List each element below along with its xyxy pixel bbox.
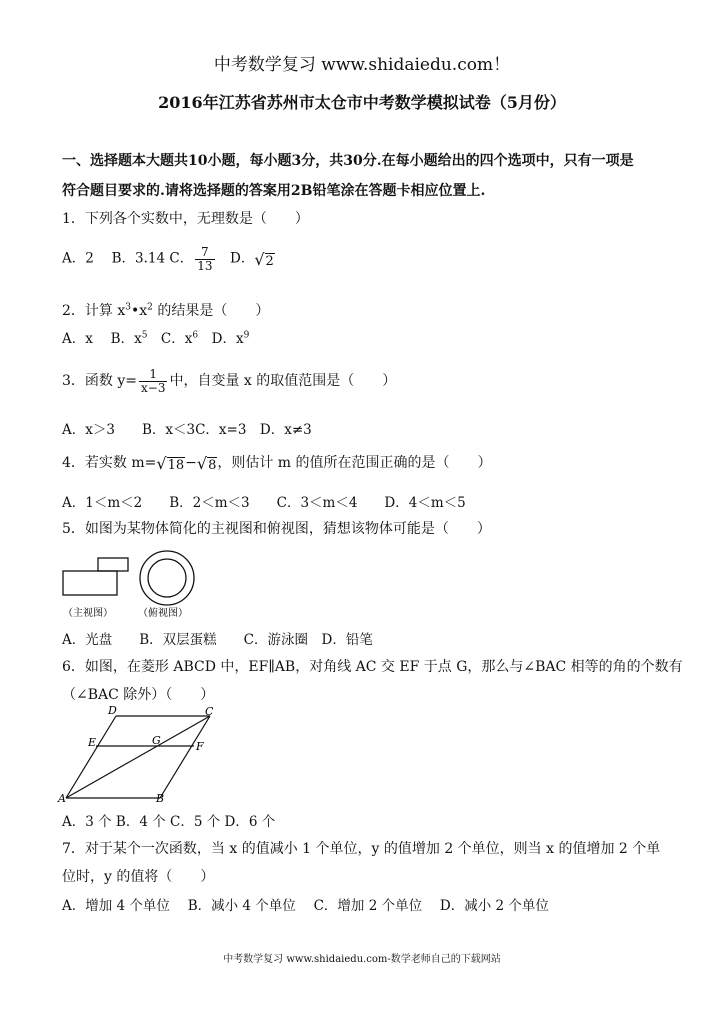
q6-rhombus-figure bbox=[56, 702, 226, 804]
q6-label-e: E bbox=[88, 736, 97, 749]
q5-front-bottom-layer bbox=[63, 571, 117, 595]
q5-options: A．光盘 B．双层蛋糕 C．游泳圈 D．铅笔 bbox=[62, 632, 373, 648]
q6-side-bc bbox=[160, 716, 210, 798]
section-intro-line2: 符合题目要求的.请将选择题的答案用2B铅笔涂在答题卡相应位置上. bbox=[62, 183, 486, 199]
q2-opt-a: A．x bbox=[62, 331, 93, 347]
q2-exp2: 2 bbox=[147, 302, 153, 313]
page-title: 2016年江苏省苏州市太仓市中考数学模拟试卷（5月份） bbox=[158, 93, 566, 112]
q4-options: A．1＜m＜2 B．2＜m＜3 C．3＜m＜4 D．4＜m＜5 bbox=[62, 495, 466, 511]
q3-fraction bbox=[139, 368, 167, 394]
q2-opt-d: D．x bbox=[198, 331, 244, 347]
q7-stem-line2: 位时，y 的值将（ ） bbox=[62, 869, 215, 885]
q1-opt-d: D． bbox=[216, 250, 255, 267]
q2-options bbox=[62, 327, 249, 347]
q7-stem-line1: 7．对于某个一次函数，当 x 的值减小 1 个单位，y 的值增加 2 个单位，则当 x 的值增加 2 个单 bbox=[62, 841, 661, 857]
q6-options: A．3 个 B．4 个 C．5 个 D．6 个 bbox=[62, 814, 276, 830]
q3-stem bbox=[62, 368, 396, 394]
q2-opt-c-exp: 6 bbox=[192, 330, 199, 341]
q6-label-a: A bbox=[58, 792, 66, 804]
sqrt-icon: √ bbox=[254, 249, 265, 269]
section-intro-line1: 一、选择题本大题共10小题，每小题3分，共30分.在每小题给出的四个选项中，只有一项是 bbox=[62, 153, 634, 169]
q4-stem bbox=[62, 452, 492, 473]
q5-front-label: （主视图） bbox=[63, 608, 113, 619]
q5-front-top-layer bbox=[98, 558, 128, 571]
sqrt-icon: √ bbox=[156, 453, 167, 473]
q1-sqrt-value: 2 bbox=[265, 253, 274, 269]
q4-stem-pre: 4．若实数 m= bbox=[62, 455, 157, 471]
q2-opt-b: B．x bbox=[92, 331, 142, 347]
q4-sqrt1-value: 18 bbox=[167, 457, 185, 473]
page-header: 中考数学复习 www.shidaiedu.com！ bbox=[213, 55, 511, 75]
q2-stem-post: 的结果是（ ） bbox=[152, 303, 270, 319]
q2-stem-pre: 2．计算 x bbox=[62, 303, 126, 319]
page-footer: 中考数学复习 www.shidaiedu.com-数学老师自己的下载网站 bbox=[223, 954, 501, 965]
q2-opt-d-exp: 9 bbox=[243, 330, 250, 341]
q1-opt-abc: A．2 B．3.14 C． bbox=[62, 250, 194, 267]
q2-opt-c: C．x bbox=[147, 331, 193, 347]
q5-top-inner-circle bbox=[148, 559, 186, 597]
sqrt-icon: √ bbox=[196, 453, 208, 473]
q3-options: A．x＞3 B．x＜3C．x=3 D．x≠3 bbox=[62, 422, 312, 438]
q2-stem-mid: •x bbox=[131, 303, 148, 319]
q4-sqrt-1 bbox=[156, 454, 185, 473]
q6-label-f: F bbox=[196, 740, 204, 753]
q1-frac-den: 13 bbox=[197, 258, 213, 273]
q7-options: A．增加 4 个单位 B．减小 4 个单位 C．增加 2 个单位 D．减小 2 个单位 bbox=[62, 898, 549, 914]
q2-exp1: 3 bbox=[125, 302, 131, 313]
q2-opt-b-exp: 5 bbox=[141, 330, 148, 341]
q3-stem-post: 中，自变量 x 的取值范围是（ ） bbox=[169, 373, 397, 390]
q2-stem bbox=[62, 300, 269, 320]
q6-label-d: D bbox=[108, 704, 117, 717]
q1-sqrt bbox=[254, 250, 274, 269]
q6-diagonal-ac bbox=[66, 716, 210, 798]
q3-frac-num: 1 bbox=[139, 368, 167, 382]
q5-stem: 5．如图为某物体简化的主视图和俯视图，猜想该物体可能是（ ） bbox=[62, 521, 491, 537]
q4-minus: − bbox=[185, 455, 197, 471]
q1-frac-num: 7 bbox=[195, 246, 214, 260]
q5-figure bbox=[60, 548, 210, 623]
q4-sqrt2-value: 8 bbox=[208, 457, 217, 473]
q6-label-c: C bbox=[205, 705, 214, 718]
q3-stem-pre: 3．函数 y= bbox=[62, 373, 137, 390]
q6-stem-line1: 6．如图，在菱形 ABCD 中，EF∥AB，对角线 AC 交 EF 于点 G，那么与∠BAC 相等的角的个数有 bbox=[62, 659, 683, 675]
q1-options bbox=[62, 246, 275, 272]
q1-stem: 1．下列各个实数中，无理数是（ ） bbox=[62, 211, 309, 227]
q5-top-label: （俯视图） bbox=[138, 608, 188, 619]
q1-fraction bbox=[195, 246, 214, 272]
q6-side-da bbox=[66, 716, 116, 798]
q3-frac-den: x−3 bbox=[141, 380, 166, 395]
q4-sqrt-2 bbox=[197, 454, 217, 473]
q4-stem-post: ，则估计 m 的值所在范围正确的是（ ） bbox=[217, 455, 492, 471]
q6-label-g: G bbox=[152, 734, 161, 747]
q6-stem-line2: （∠BAC 除外）（ ） bbox=[62, 687, 215, 703]
q6-label-b: B bbox=[156, 792, 165, 804]
